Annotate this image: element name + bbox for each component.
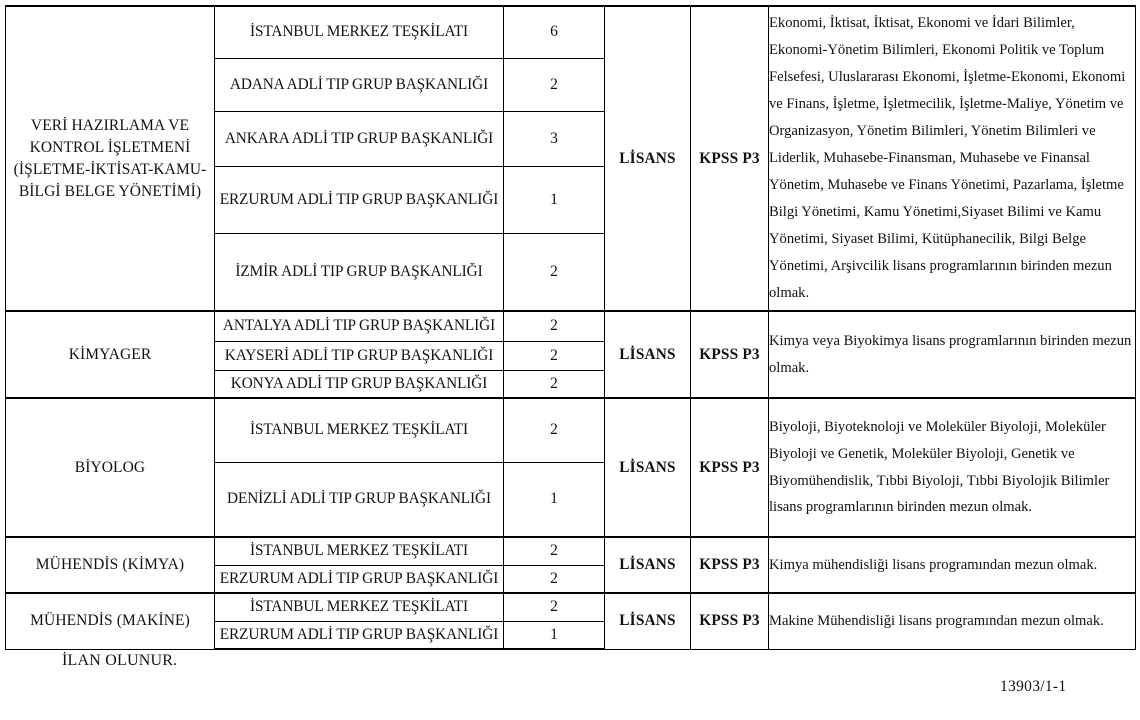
- education-level-cell: LİSANS: [605, 398, 691, 537]
- table-row: [6, 398, 1136, 462]
- education-level-cell: LİSANS: [605, 6, 691, 311]
- requirements-description-cell: Makine Mühendisliği lisans programından mezun olmak.: [769, 593, 1136, 649]
- position-title-cell: KİMYAGER: [6, 311, 215, 398]
- unit-name-cell: ERZURUM ADLİ TIP GRUP BAŞKANLIĞI: [215, 565, 504, 593]
- quantity-cell: 2: [504, 593, 605, 621]
- position-title-cell: VERİ HAZIRLAMA VE KONTROL İŞLETMENİ (İŞLETME-İKTİSAT-KAMU-BİLGİ BELGE YÖNETİMİ): [6, 6, 215, 311]
- quantity-cell: 2: [504, 341, 605, 370]
- quantity-cell: 2: [504, 370, 605, 398]
- unit-name-cell: ANKARA ADLİ TIP GRUP BAŞKANLIĞI: [215, 111, 504, 166]
- position-title-cell: MÜHENDİS (KİMYA): [6, 537, 215, 593]
- table-row: [6, 537, 1136, 565]
- score-type-cell: KPSS P3: [691, 537, 769, 593]
- unit-name-cell: ERZURUM ADLİ TIP GRUP BAŞKANLIĞI: [215, 621, 504, 649]
- job-positions-table-body: [6, 6, 1136, 649]
- quantity-cell: 2: [504, 565, 605, 593]
- quantity-cell: 3: [504, 111, 605, 166]
- quantity-cell: 1: [504, 462, 605, 537]
- unit-name-cell: ERZURUM ADLİ TIP GRUP BAŞKANLIĞI: [215, 166, 504, 233]
- quantity-cell: 1: [504, 166, 605, 233]
- table-row: [6, 593, 1136, 621]
- unit-name-cell: KONYA ADLİ TIP GRUP BAŞKANLIĞI: [215, 370, 504, 398]
- quantity-cell: 2: [504, 58, 605, 111]
- unit-name-cell: İSTANBUL MERKEZ TEŞKİLATI: [215, 398, 504, 462]
- score-type-cell: KPSS P3: [691, 593, 769, 649]
- job-positions-table: [5, 5, 1136, 650]
- table-row: [6, 311, 1136, 341]
- education-level-cell: LİSANS: [605, 311, 691, 398]
- unit-name-cell: İSTANBUL MERKEZ TEŞKİLATI: [215, 6, 504, 58]
- score-type-cell: KPSS P3: [691, 398, 769, 537]
- quantity-cell: 6: [504, 6, 605, 58]
- table-row: [6, 6, 1136, 58]
- unit-name-cell: İSTANBUL MERKEZ TEŞKİLATI: [215, 593, 504, 621]
- quantity-cell: 2: [504, 311, 605, 341]
- unit-name-cell: ANTALYA ADLİ TIP GRUP BAŞKANLIĞI: [215, 311, 504, 341]
- position-title-cell: MÜHENDİS (MAKİNE): [6, 593, 215, 649]
- requirements-description-cell: Kimya mühendisliği lisans programından mezun olmak.: [769, 537, 1136, 593]
- quantity-cell: 2: [504, 398, 605, 462]
- requirements-description-cell: Biyoloji, Biyoteknoloji ve Moleküler Biyoloji, Moleküler Biyoloji ve Genetik, Moleküler Biyoloji, Genetik ve Biyomühendislik, Tıbbi Biyoloji, Tıbbi Biyolojik Bilimler lisans programlarının birinden mezun olmak.: [769, 398, 1136, 537]
- unit-name-cell: KAYSERİ ADLİ TIP GRUP BAŞKANLIĞI: [215, 341, 504, 370]
- unit-name-cell: ADANA ADLİ TIP GRUP BAŞKANLIĞI: [215, 58, 504, 111]
- footer-reference-code: 13903/1-1: [1000, 678, 1067, 695]
- education-level-cell: LİSANS: [605, 593, 691, 649]
- quantity-cell: 1: [504, 621, 605, 649]
- quantity-cell: 2: [504, 537, 605, 565]
- unit-name-cell: DENİZLİ ADLİ TIP GRUP BAŞKANLIĞI: [215, 462, 504, 537]
- requirements-description-cell: Kimya veya Biyokimya lisans programlarının birinden mezun olmak.: [769, 311, 1136, 398]
- unit-name-cell: İSTANBUL MERKEZ TEŞKİLATI: [215, 537, 504, 565]
- score-type-cell: KPSS P3: [691, 311, 769, 398]
- requirements-description-cell: Ekonomi, İktisat, İktisat, Ekonomi ve İdari Bilimler, Ekonomi-Yönetim Bilimleri, Ekonomi Politik ve Toplum Felsefesi, Uluslararası Ekonomi, İşletme-Ekonomi, Ekonomi ve Finans, İşletme, İşletmecilik, İşletme-Maliye, Yönetim ve Organizasyon, Yönetim Bilimleri, Yönetim Bilimleri ve Liderlik, Muhasebe-Finansman, Muhasebe ve Finansal Yönetim, Muhasebe ve Finans Yönetimi, Pazarlama, İşletme Bilgi Yönetimi, Kamu Yönetimi,Siyaset Bilimi ve Kamu Yönetimi, Siyaset Bilimi, Kütüphanecilik, Bilgi Belge Yönetimi, Arşivcilik lisans programlarının birinden mezun olmak.: [769, 6, 1136, 311]
- score-type-cell: KPSS P3: [691, 6, 769, 311]
- position-title-cell: BİYOLOG: [6, 398, 215, 537]
- footer-note: İLAN OLUNUR.: [62, 652, 178, 669]
- education-level-cell: LİSANS: [605, 537, 691, 593]
- unit-name-cell: İZMİR ADLİ TIP GRUP BAŞKANLIĞI: [215, 233, 504, 311]
- quantity-cell: 2: [504, 233, 605, 311]
